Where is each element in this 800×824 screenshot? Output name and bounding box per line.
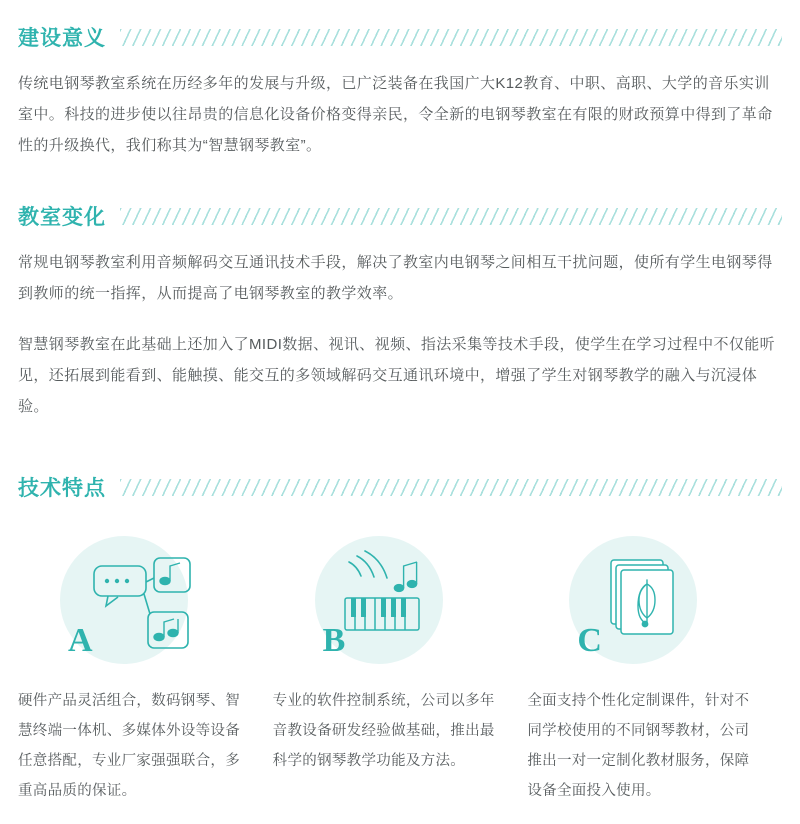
feature-item bbox=[18, 536, 273, 806]
feature-text: 专业的软件控制系统，公司以多年音教设备研发经验做基础，推出最科学的钢琴教学功能及方法。 bbox=[272, 693, 495, 769]
feature-artwork bbox=[273, 536, 506, 676]
paragraph: 常规电钢琴教室利用音频解码交互通讯技术手段，解决了教室内电钢琴之间相互干扰问题，使所有学生电钢琴得到教师的统一指挥，从而提高了电钢琴教室的教学效率。 bbox=[18, 254, 773, 302]
section-header-technical-features bbox=[18, 472, 782, 502]
feature-letter: C bbox=[577, 622, 603, 659]
feature-item bbox=[273, 536, 528, 806]
feature-item bbox=[527, 536, 782, 806]
paragraph: 智慧钢琴教室在此基础上还加入了MIDI数据、视讯、视频、指法采集等技术手段，使学生在学习过程中不仅能听见，还拓展到能看到、能触摸、能交互的多领域解码交互通讯环境中，增强了学生对钢琴教学的融入与沉浸体验。 bbox=[18, 336, 776, 415]
hatch-decoration bbox=[120, 479, 782, 496]
feature-letter: B bbox=[322, 622, 347, 659]
feature-artwork bbox=[18, 536, 251, 676]
feature-text: 硬件产品灵活组合，数码钢琴、智慧终端一体机、多媒体外设等设备任意搭配，专业厂家强强联合，多重高品质的保证。 bbox=[18, 693, 240, 799]
section-body-classroom-changes bbox=[18, 247, 782, 422]
section-header-construction-significance bbox=[18, 22, 782, 52]
feature-artwork bbox=[527, 536, 760, 676]
hatch-decoration bbox=[120, 29, 782, 46]
section-body-construction-significance bbox=[18, 68, 782, 161]
feature-list bbox=[18, 536, 782, 806]
section-title: 建设意义 bbox=[18, 27, 106, 50]
feature-letter: A bbox=[68, 622, 94, 659]
hatch-decoration bbox=[120, 208, 782, 225]
section-title: 技术特点 bbox=[18, 477, 106, 500]
section-header-classroom-changes bbox=[18, 201, 782, 231]
section-title: 教室变化 bbox=[18, 206, 106, 229]
document-page bbox=[0, 22, 800, 824]
feature-text: 全面支持个性化定制课件，针对不同学校使用的不同钢琴教材，公司推出一对一定制化教材服务，保障设备全面投入使用。 bbox=[527, 693, 750, 799]
paragraph: 传统电钢琴教室系统在历经多年的发展与升级，已广泛装备在我国广大K12教育、中职、高职、大学的音乐实训室中。科技的进步使以往昂贵的信息化设备价格变得亲民，令全新的电钢琴教室在有限的财政预算中得到了革命性的升级换代，我们称其为“智慧钢琴教室”。 bbox=[18, 75, 773, 154]
